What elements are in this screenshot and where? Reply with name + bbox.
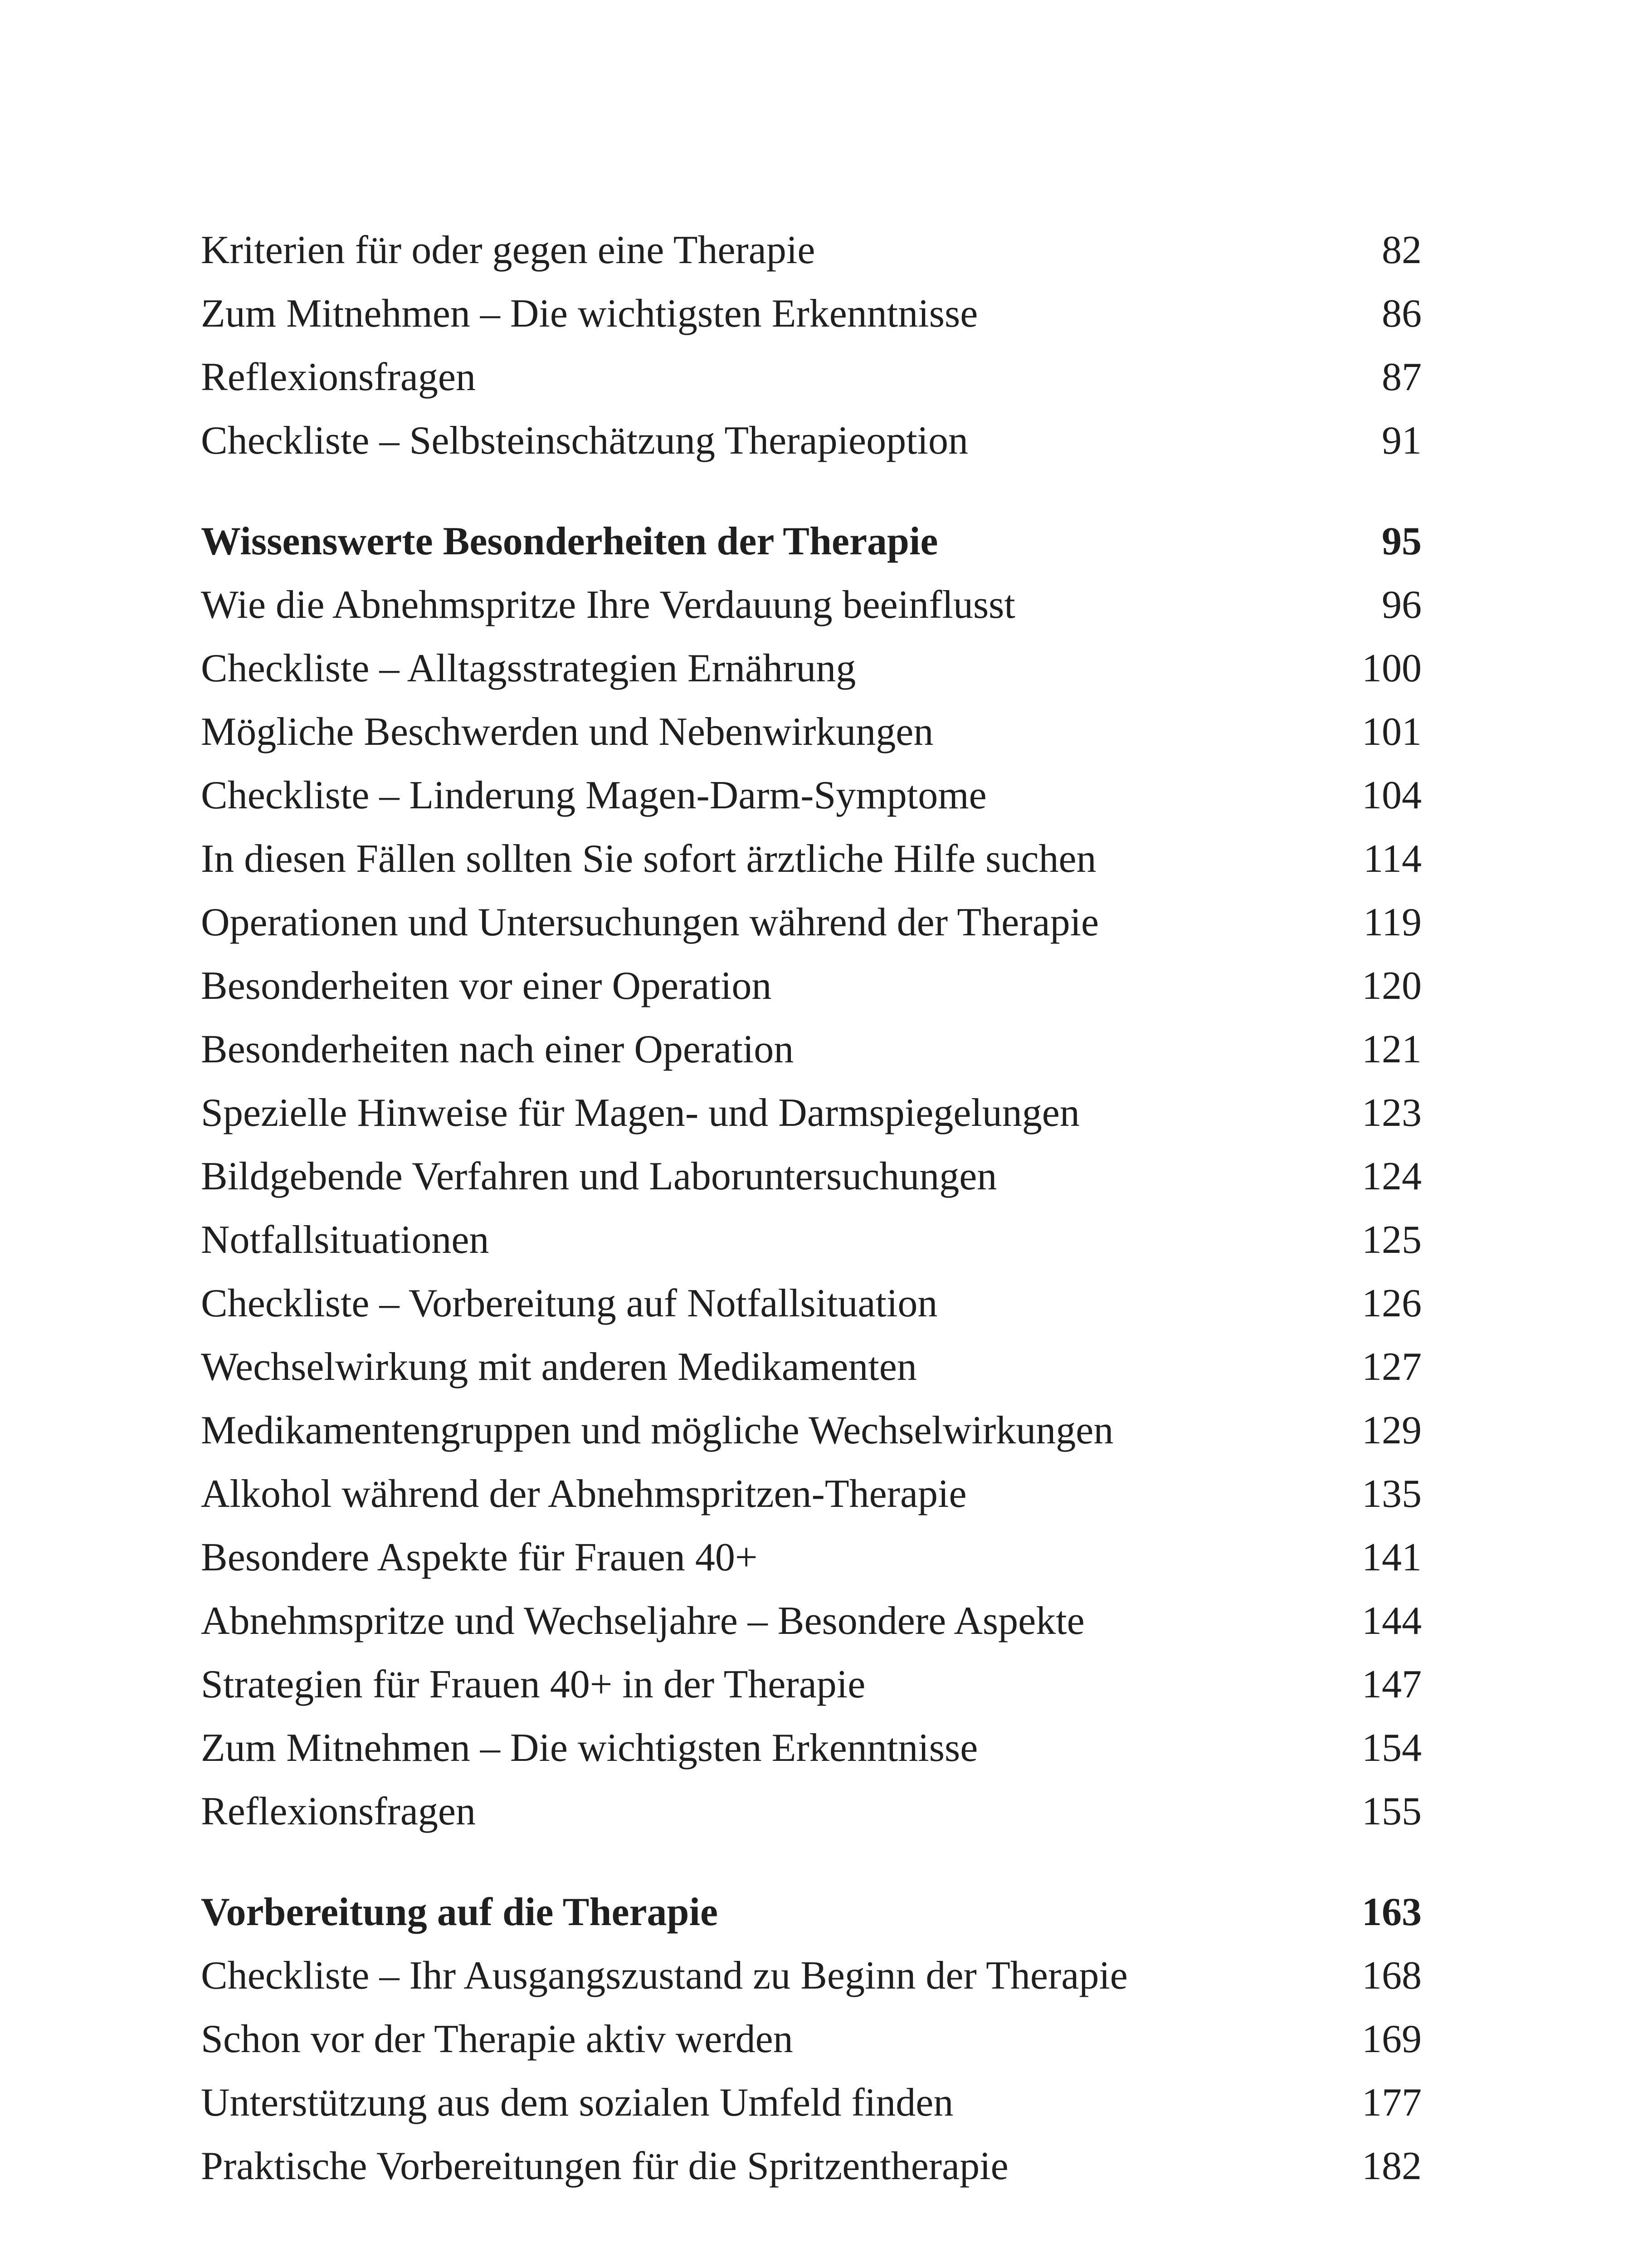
toc-entry-page: 135 (1362, 1472, 1422, 1516)
toc-entry[interactable] (201, 2135, 1422, 2198)
toc-entry[interactable] (201, 1018, 1422, 1081)
toc-entry-title: Operationen und Untersuchungen während der Therapie (201, 900, 1099, 944)
toc-entry-page: 169 (1362, 2017, 1422, 2061)
toc-entry-title: Reflexionsfragen (201, 1789, 476, 1833)
toc-heading-page: 95 (1382, 519, 1422, 563)
toc-entry-page: 126 (1362, 1281, 1422, 1325)
toc-entry[interactable] (201, 346, 1422, 409)
toc-entry-title: Checkliste – Alltagsstrategien Ernährung (201, 646, 856, 690)
toc-entry-page: 104 (1362, 773, 1422, 817)
toc-entry[interactable] (201, 1399, 1422, 1462)
toc-entry-title: Alkohol während der Abnehmspritzen-Therapie (201, 1472, 967, 1516)
toc-entry[interactable] (201, 573, 1422, 637)
toc-entry-page: 125 (1362, 1218, 1422, 1262)
toc-entry-title: Wechselwirkung mit anderen Medikamenten (201, 1345, 917, 1389)
toc-entry-title: Zum Mitnehmen – Die wichtigsten Erkenntnisse (201, 1726, 978, 1770)
toc-entry-title: Medikamentengruppen und mögliche Wechselwirkungen (201, 1408, 1114, 1452)
toc-heading-title: Vorbereitung auf die Therapie (201, 1890, 718, 1934)
toc-entry-title: Wie die Abnehmspritze Ihre Verdauung beeinflusst (201, 583, 1015, 627)
toc-entry-title: Zum Mitnehmen – Die wichtigsten Erkenntnisse (201, 292, 978, 336)
toc-entry[interactable] (201, 1944, 1422, 2008)
toc-entry-page: 82 (1382, 228, 1422, 272)
toc-entry[interactable] (201, 827, 1422, 891)
toc-entry[interactable] (201, 2071, 1422, 2135)
toc-entry-title: Kriterien für oder gegen eine Therapie (201, 228, 815, 272)
toc-entry-page: 91 (1382, 419, 1422, 463)
toc-entry-title: Checkliste – Selbsteinschätzung Therapieoption (201, 419, 968, 463)
toc-entry[interactable] (201, 1145, 1422, 1208)
toc-entry-title: Checkliste – Ihr Ausgangszustand zu Beginn der Therapie (201, 1954, 1128, 1998)
toc-entry-page: 123 (1362, 1091, 1422, 1135)
toc-entry[interactable] (201, 1081, 1422, 1145)
toc-entry-page: 154 (1362, 1726, 1422, 1770)
toc-section-heading[interactable] (201, 510, 1422, 573)
toc-entry-title: Besonderheiten vor einer Operation (201, 964, 772, 1008)
toc-entry[interactable] (201, 1716, 1422, 1780)
toc-entry-page: 101 (1362, 710, 1422, 754)
toc-entry-page: 127 (1362, 1345, 1422, 1389)
toc-section (201, 1881, 1422, 2198)
toc-entry[interactable] (201, 1589, 1422, 1653)
toc-entry-title: Checkliste – Linderung Magen-Darm-Symptome (201, 773, 987, 817)
toc-entry-page: 100 (1362, 646, 1422, 690)
toc-entry-title: Besonderheiten nach einer Operation (201, 1027, 794, 1071)
toc-entry-title: Notfallsituationen (201, 1218, 489, 1262)
toc-entry-page: 155 (1362, 1789, 1422, 1833)
toc-entry-title: Bildgebende Verfahren und Laboruntersuchungen (201, 1154, 997, 1198)
toc-entry-page: 182 (1362, 2144, 1422, 2188)
toc-section (201, 510, 1422, 1843)
toc-entry[interactable] (201, 282, 1422, 346)
toc-entry-title: Abnehmspritze und Wechseljahre – Besondere Aspekte (201, 1599, 1085, 1643)
toc-section-heading[interactable] (201, 1881, 1422, 1944)
toc-entry-page: 86 (1382, 292, 1422, 336)
toc-entry[interactable] (201, 700, 1422, 764)
toc-entry-page: 147 (1362, 1662, 1422, 1706)
toc-entry-page: 96 (1382, 583, 1422, 627)
toc-entry[interactable] (201, 1335, 1422, 1399)
toc-entry-page: 129 (1362, 1408, 1422, 1452)
toc-entry-page: 114 (1363, 837, 1422, 881)
toc-entry-title: In diesen Fällen sollten Sie sofort ärztliche Hilfe suchen (201, 837, 1097, 881)
toc-entry-title: Checkliste – Vorbereitung auf Notfallsituation (201, 1281, 938, 1325)
toc-entry-title: Besondere Aspekte für Frauen 40+ (201, 1535, 758, 1579)
toc-entry-page: 124 (1362, 1154, 1422, 1198)
toc-entry-title: Strategien für Frauen 40+ in der Therapie (201, 1662, 866, 1706)
toc-entry-title: Mögliche Beschwerden und Nebenwirkungen (201, 710, 934, 754)
table-of-contents (201, 219, 1422, 2198)
toc-entry[interactable] (201, 219, 1422, 282)
toc-heading-title: Wissenswerte Besonderheiten der Therapie (201, 519, 938, 563)
toc-entry[interactable] (201, 891, 1422, 954)
toc-heading-page: 163 (1362, 1890, 1422, 1934)
toc-entry-page: 87 (1382, 355, 1422, 399)
toc-entry[interactable] (201, 1462, 1422, 1526)
toc-entry-page: 168 (1362, 1954, 1422, 1998)
toc-entry-page: 141 (1362, 1535, 1422, 1579)
toc-entry[interactable] (201, 1526, 1422, 1589)
toc-entry-page: 121 (1362, 1027, 1422, 1071)
toc-entry[interactable] (201, 409, 1422, 473)
toc-entry-page: 177 (1362, 2081, 1422, 2125)
toc-entry-title: Unterstützung aus dem sozialen Umfeld finden (201, 2081, 954, 2125)
toc-entry[interactable] (201, 1208, 1422, 1272)
toc-section (201, 219, 1422, 473)
toc-entry-page: 120 (1362, 964, 1422, 1008)
toc-entry[interactable] (201, 954, 1422, 1018)
toc-entry[interactable] (201, 1653, 1422, 1716)
toc-entry-page: 119 (1363, 900, 1422, 944)
toc-entry-title: Reflexionsfragen (201, 355, 476, 399)
toc-entry[interactable] (201, 637, 1422, 700)
toc-entry[interactable] (201, 1780, 1422, 1843)
toc-entry[interactable] (201, 764, 1422, 827)
toc-entry-title: Schon vor der Therapie aktiv werden (201, 2017, 793, 2061)
toc-entry[interactable] (201, 2008, 1422, 2071)
toc-entry[interactable] (201, 1272, 1422, 1335)
toc-entry-title: Praktische Vorbereitungen für die Spritzentherapie (201, 2144, 1009, 2188)
toc-entry-page: 144 (1362, 1599, 1422, 1643)
toc-entry-title: Spezielle Hinweise für Magen- und Darmspiegelungen (201, 1091, 1080, 1135)
